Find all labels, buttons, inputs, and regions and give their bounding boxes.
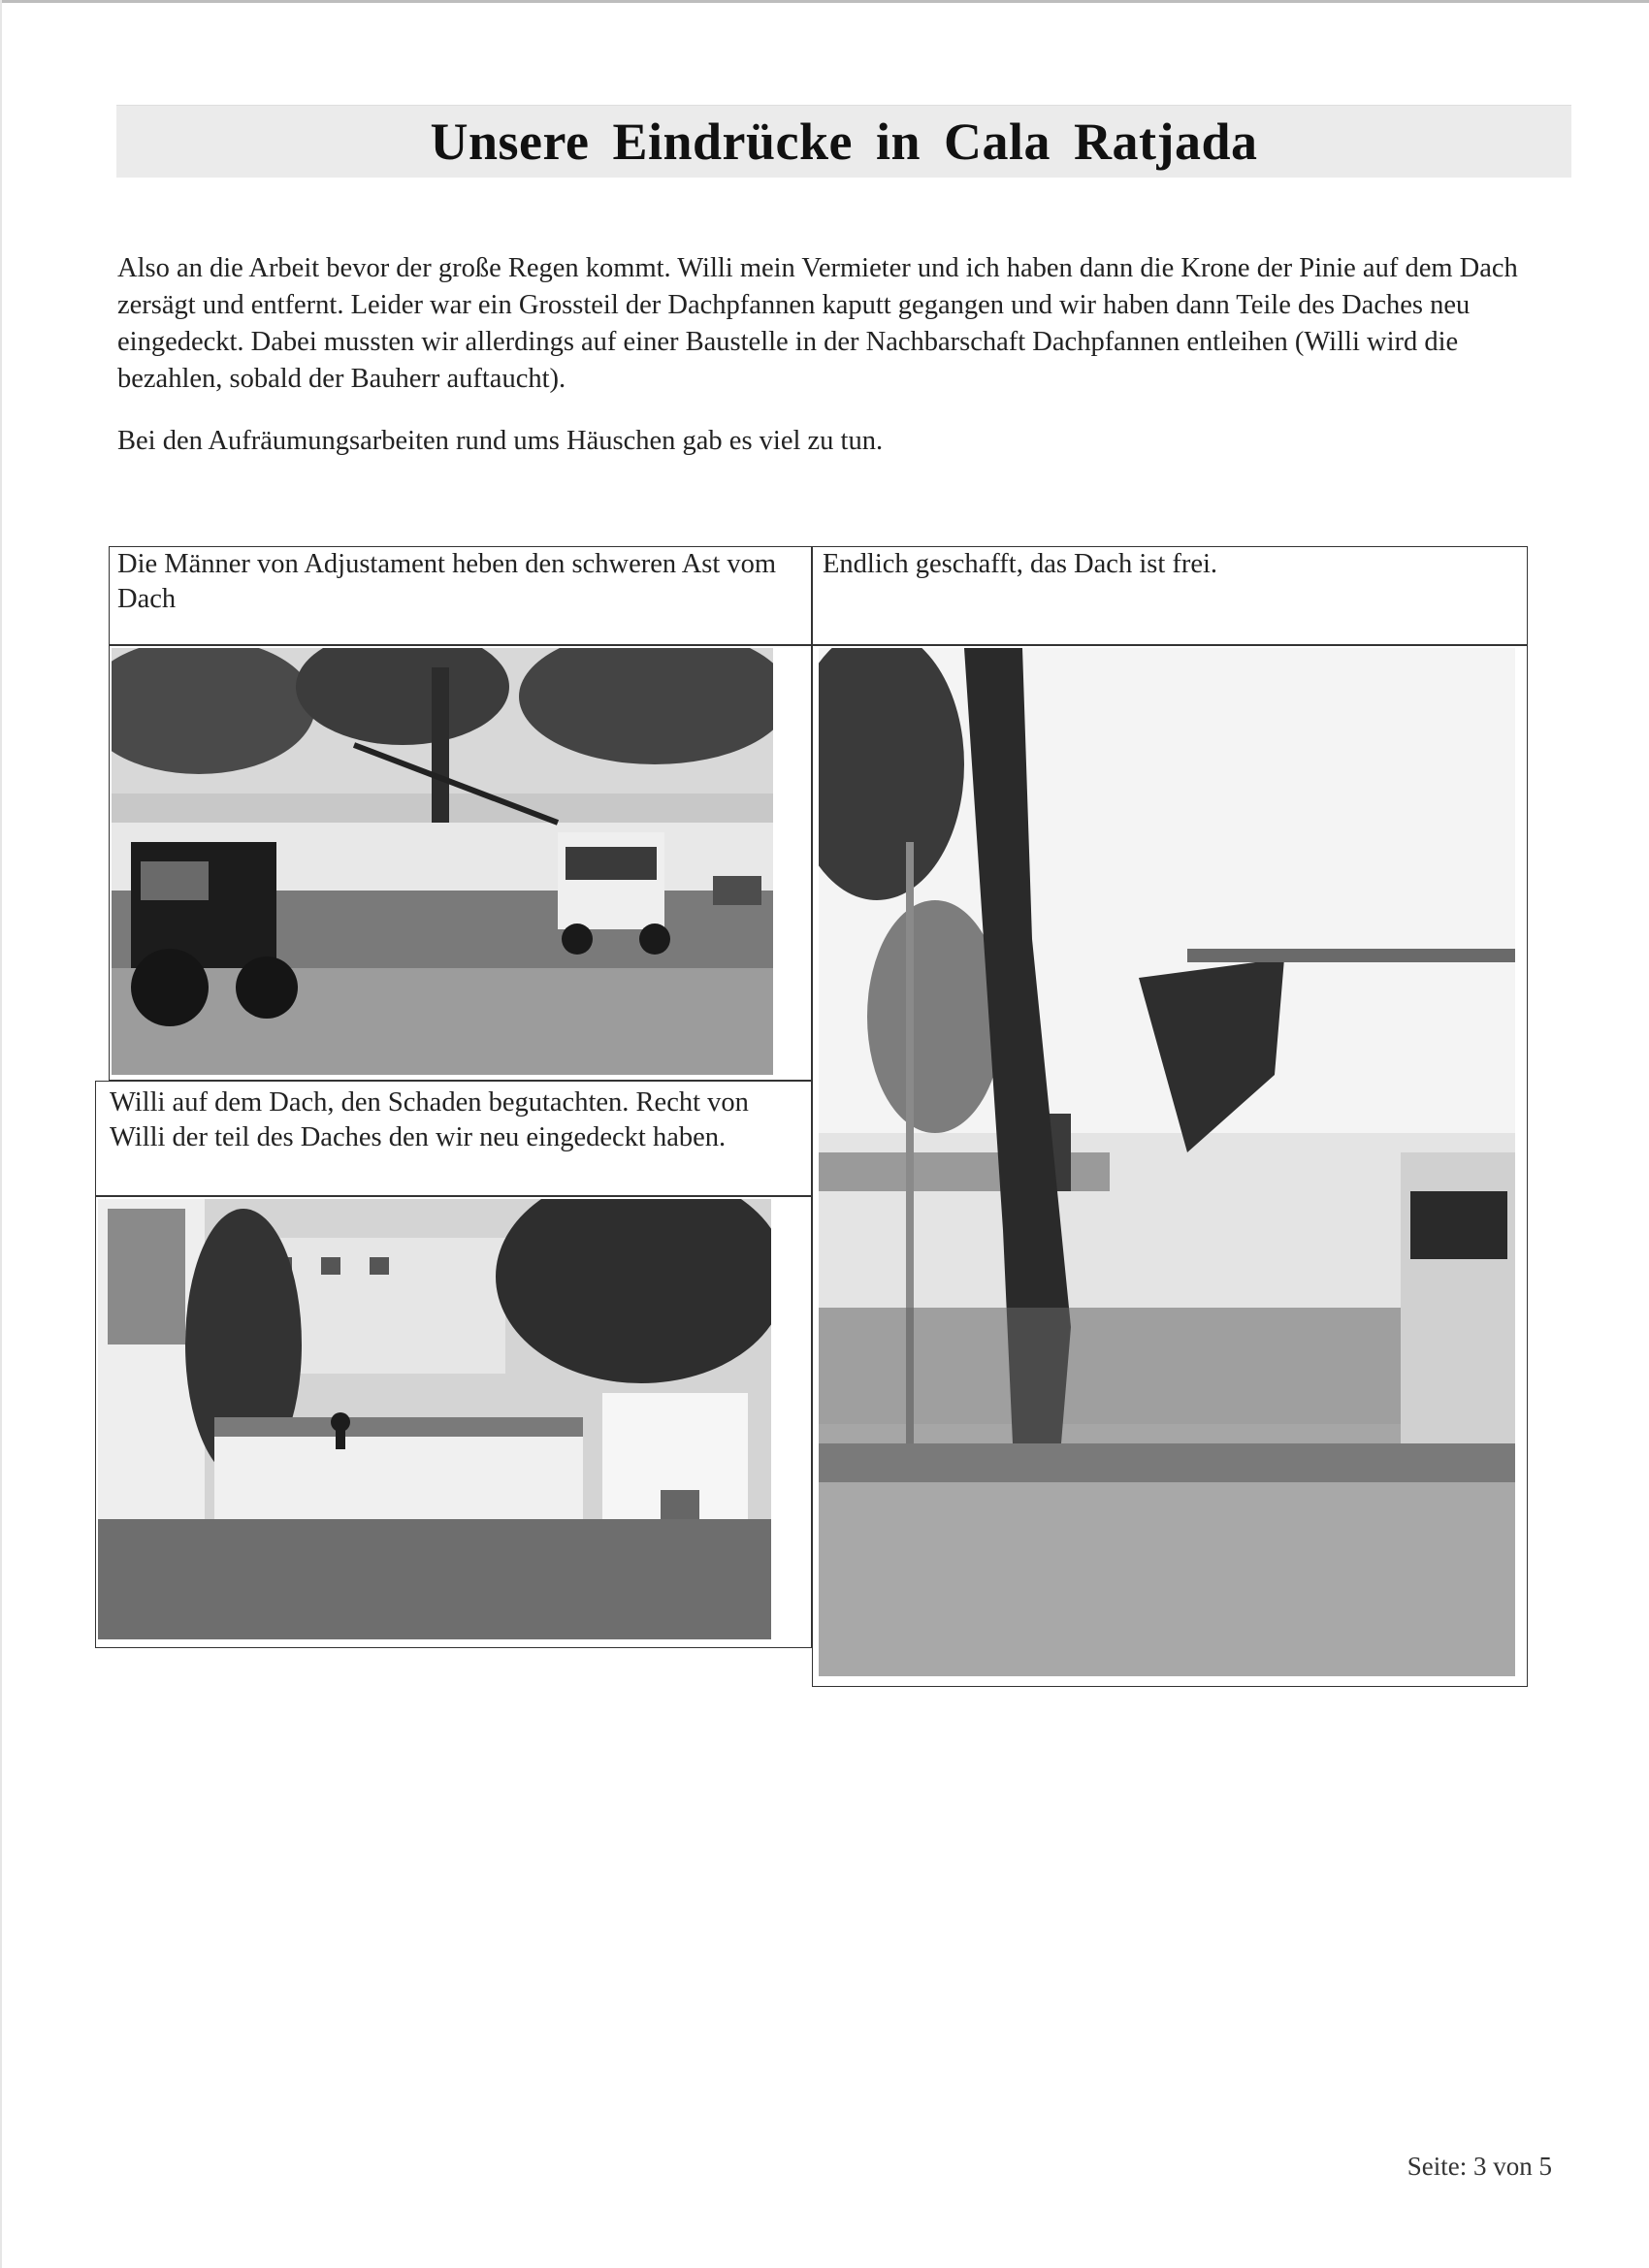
intro-paragraph-2: Bei den Aufräumungsarbeiten rund ums Häuschen gab es viel zu tun.	[117, 426, 884, 456]
photo-tree-trunk-truck	[819, 648, 1515, 1676]
page-number: Seite: 3 von 5	[1406, 2152, 1552, 2181]
photo-cell-bottom-left	[95, 1196, 812, 1648]
intro-text	[117, 250, 1524, 485]
scan-edge-left	[0, 0, 2, 2268]
caption-top-left: Die Männer von Adjustament heben den schweren Ast vom Dach	[117, 549, 777, 614]
page-title: Unsere Eindrücke in Cala Ratjada	[430, 113, 1258, 171]
photo-table	[95, 546, 1531, 1687]
title-banner	[116, 105, 1571, 178]
caption-right: Endlich geschafft, das Dach ist frei.	[823, 549, 1218, 579]
photo-cell-top-left	[109, 645, 812, 1081]
caption-cell-right	[812, 546, 1528, 645]
caption-bottom-left: Willi auf dem Dach, den Schaden begutachten. Recht von Willi der teil des Daches den wir neu eingedeckt haben.	[110, 1087, 749, 1152]
photo-willi-on-roof	[98, 1199, 771, 1639]
caption-cell-bottom-left	[95, 1081, 812, 1196]
intro-paragraph-1: Also an die Arbeit bevor der große Regen kommt. Willi mein Vermieter und ich haben dann die Krone der Pinie auf dem Dach zersägt und entfernt. Leider war ein Grossteil der Dachpfannen kaputt gegangen und wir haben dann Teile des Daches neu eingedeckt. Dabei mussten wir allerdings auf einer Baustelle in der Nachbarschaft Dachpfannen entleihen (Willi wird die bezahlen, sobald der Bauherr auftaucht).	[117, 253, 1518, 394]
photo-tractor-truck-street	[112, 648, 773, 1075]
scan-edge-top	[0, 0, 1649, 3]
photo-cell-right	[812, 645, 1528, 1687]
caption-cell-top-left	[109, 546, 812, 645]
